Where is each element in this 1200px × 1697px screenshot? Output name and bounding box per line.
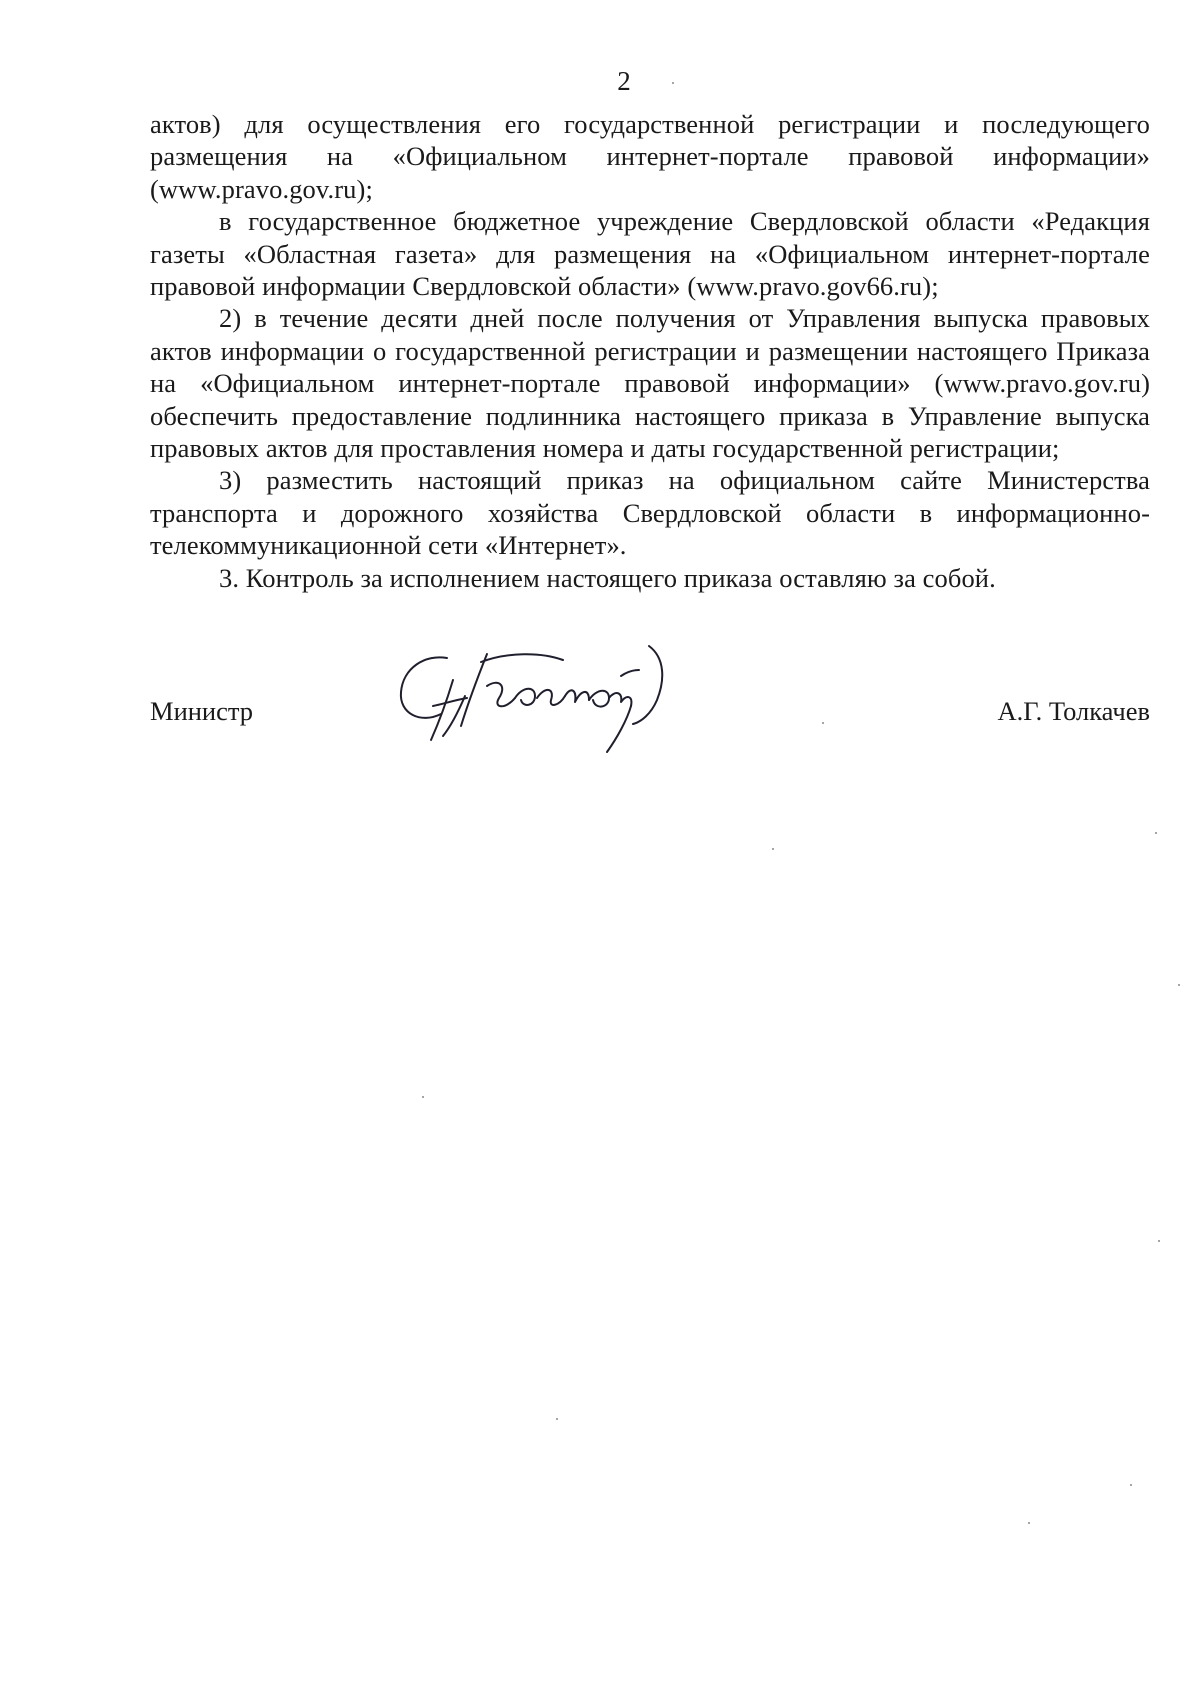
paragraph-item-3: 3) разместить настоящий приказ на официальном сайте Министерства транспорта и дорожного хозяйства Свердловской области в информационно-телекоммуникационной сети «Интернет». (150, 465, 1150, 561)
paragraph-oblastnaya-gazeta: в государственное бюджетное учреждение Свердловской области «Редакция газеты «Областная газета» для размещения на «Официальном интернет-портале правовой информации Свердловской области» (www.pravo.gov66.ru); (150, 206, 1150, 302)
scan-speck (1130, 1484, 1132, 1486)
page-number: 2 (617, 66, 631, 96)
scan-speck (1028, 1522, 1030, 1524)
scan-speck (1155, 832, 1157, 834)
paragraph-item-2: 2) в течение десяти дней после получения от Управления выпуска правовых актов информации о государственной регистрации и размещении настоящего Приказа на «Официальном интернет-портале правовой информации» (www.pravo.gov.ru) обеспечить предоставление подлинника настоящего приказа в Управление выпуска правовых актов для проставления номера и даты государственной регистрации; (150, 303, 1150, 464)
paragraph-control-clause: 3. Контроль за исполнением настоящего приказа оставляю за собой. (219, 562, 996, 593)
scan-speck (672, 82, 674, 84)
document-body (150, 108, 1150, 594)
signatory-position: Министр (150, 696, 254, 726)
paragraph-registration-continuation: актов) для осуществления его государственной регистрации и последующего размещения на «Официальном интернет-портале правовой информации» (www.pravo.gov.ru); (150, 109, 1150, 204)
scan-speck (1158, 1240, 1160, 1242)
signature-block (150, 695, 1150, 735)
scan-speck (556, 1418, 558, 1420)
scan-speck (772, 848, 774, 850)
scan-speck (422, 1096, 424, 1098)
scan-speck (822, 722, 824, 724)
signatory-name: А.Г. Толкачев (997, 696, 1150, 726)
scan-speck (1178, 984, 1180, 986)
